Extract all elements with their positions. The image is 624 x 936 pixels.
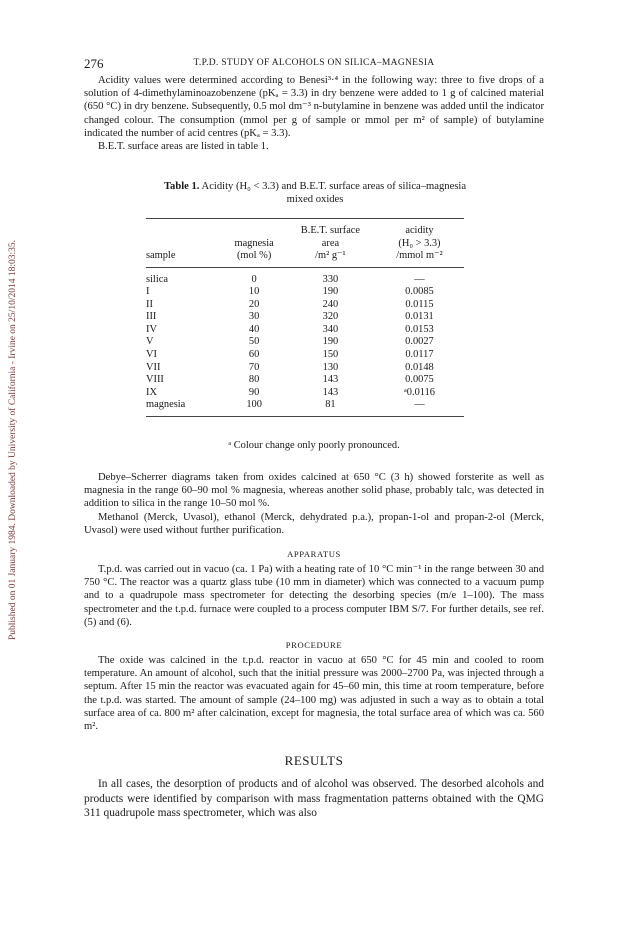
cell-sample: VII: [146, 361, 161, 373]
table-row: [146, 324, 464, 337]
acidity-table: [146, 218, 464, 417]
cell-bet-surface: 240: [322, 298, 339, 310]
cell-acidity: 0.0153: [405, 323, 434, 335]
cell-magnesia: 90: [248, 386, 260, 398]
table-row: [146, 349, 464, 362]
procedure-heading: PROCEDURE: [285, 640, 343, 650]
table-caption-text: Acidity (H₀ < 3.3) and B.E.T. surface areas of silica–magnesia mixed oxides: [201, 181, 467, 205]
cell-bet-surface: 81: [286, 399, 375, 416]
cell-magnesia: 100: [222, 399, 286, 416]
header-bet-surface: B.E.T. surface area /m² g⁻¹: [286, 219, 375, 268]
table-row: [146, 336, 464, 349]
materials-section: [84, 471, 544, 537]
cell-acidity: ᵃ0.0116: [403, 386, 435, 398]
apparatus-paragraph: T.p.d. was carried out in vacuo (ca. 1 Pa) with a heating rate of 10 °C min⁻¹ in the range between 30 and 750 °C. The reactor was a quartz glass tube (10 mm in diameter) which was connected to a vacuum pump and to a quadrupole mass spectrometer for detecting the desorbing species (m/e 1–100). The mass spectrometer and the t.p.d. furnace were coupled to a process computer IBM S/7. For further details, see ref. (5) and (6).: [84, 564, 544, 628]
table-header-row: [146, 219, 464, 268]
cell-acidity: —: [414, 273, 425, 285]
cell-acidity: 0.0027: [405, 336, 434, 348]
table-caption: [150, 180, 480, 206]
cell-acidity: 0.0085: [405, 286, 434, 298]
cell-magnesia: 20: [248, 298, 260, 310]
page-number: 276: [84, 56, 104, 71]
header-acidity: acidity (H₀ > 3.3) /mmol m⁻²: [375, 219, 464, 268]
cell-magnesia: 60: [248, 349, 260, 361]
results-heading: RESULTS: [284, 753, 344, 768]
cell-acidity: 0.0115: [405, 298, 434, 310]
header-magnesia: magnesia (mol %): [222, 219, 286, 268]
cell-bet-surface: 143: [322, 374, 339, 386]
cell-acidity: 0.0117: [405, 349, 434, 361]
table-body: [146, 267, 464, 417]
procedure-paragraph: The oxide was calcined in the t.p.d. reactor in vacuo at 650 °C for 45 min and cooled to room temperature. An amount of alcohol, such that the initial pressure was 2000–2700 Pa, was injected through a septum. After 15 min the reactor was evacuated again for 45–60 min, this time at room temperature, before the t.p.d. was started. The amount of sample (24–100 mg) was adjusted in such a way as to obtain a total surface area of ca. 800 m² after calcination, except for magnesia, the total surface area of which was ca. 560 m².: [84, 655, 544, 733]
table-row: [146, 286, 464, 299]
apparatus-section: [84, 563, 544, 629]
cell-acidity: 0.0075: [405, 374, 434, 386]
cell-sample: magnesia: [146, 399, 222, 416]
table-row: [146, 374, 464, 387]
cell-magnesia: 80: [248, 374, 260, 386]
download-notice: Published on 01 January 1984. Downloaded by University of California - Irvine on 25/10/2014 18:03:35.: [8, 239, 18, 641]
cell-sample: V: [146, 336, 154, 348]
header-sample: sample: [146, 219, 222, 268]
intro-section: [84, 74, 544, 153]
cell-sample: VIII: [146, 374, 164, 386]
table-caption-label: Table 1.: [163, 181, 200, 192]
cell-acidity: 0.0131: [405, 311, 434, 323]
cell-sample: IV: [146, 323, 157, 335]
cell-magnesia: 40: [248, 323, 260, 335]
cell-magnesia: 70: [248, 361, 260, 373]
cell-bet-surface: 190: [322, 286, 339, 298]
bet-note-paragraph: B.E.T. surface areas are listed in table 1.: [98, 141, 269, 153]
alcohols-paragraph: Methanol (Merck, Uvasol), ethanol (Merck, dehydrated p.a.), propan-1-ol and propan-2-ol (Merck, Uvasol) were used without further purification.: [84, 511, 544, 536]
cell-sample: I: [146, 286, 150, 298]
cell-bet-surface: 330: [322, 273, 339, 285]
cell-magnesia: 30: [248, 311, 260, 323]
table-row: [146, 299, 464, 312]
results-paragraph: In all cases, the desorption of products and of alcohol was observed. The desorbed alcohols and products were identified by comparison with mass fragmentation patterns obtained with the QMG 311 quadrupole mass spectrometer, which was also: [84, 778, 544, 820]
cell-magnesia: 50: [248, 336, 260, 348]
cell-bet-surface: 143: [322, 386, 339, 398]
running-title: T.P.D. STUDY OF ALCOHOLS ON SILICA–MAGNESIA: [193, 58, 435, 68]
procedure-section: [84, 654, 544, 733]
table-row: [146, 311, 464, 324]
cell-acidity: —: [375, 399, 464, 416]
running-header: [84, 56, 544, 72]
cell-magnesia: 0: [251, 273, 257, 285]
cell-sample: III: [146, 311, 157, 323]
cell-sample: II: [146, 298, 153, 310]
cell-acidity: 0.0148: [405, 361, 434, 373]
debye-scherrer-paragraph: Debye–Scherrer diagrams taken from oxides calcined at 650 °C (3 h) showed forsterite as well as magnesia in the range 60–90 mol % magnesia, whereas another solid phase, probably talc, was detected in addition to silica in the range 10–50 mol %.: [84, 472, 544, 510]
cell-bet-surface: 150: [322, 349, 339, 361]
cell-sample: VI: [146, 349, 157, 361]
acidity-method-paragraph: Acidity values were determined according to Benesi³·⁴ in the following way: three to five drops of a solution of 4-dimethylaminoazobenzene (pKₐ = 3.3) in dry benzene were added to 1 g of calcined material (650 °C) in dry benzene. Subsequently, 0.5 mol dm⁻³ n-butylamine in benzene was added until the indicator changed colour. The consumption (mmol per g of sample or mmol per m² of sample) of butylamine indicated the number of acid centres (pKₐ = 3.3).: [84, 75, 544, 139]
table-row: [146, 362, 464, 375]
cell-bet-surface: 130: [322, 361, 339, 373]
cell-bet-surface: 320: [322, 311, 339, 323]
apparatus-heading: APPARATUS: [287, 549, 341, 559]
cell-sample: IX: [146, 386, 157, 398]
table-row: [146, 387, 464, 400]
cell-bet-surface: 340: [322, 323, 339, 335]
cell-magnesia: 10: [248, 286, 260, 298]
table-row: [146, 267, 464, 286]
cell-sample: silica: [146, 273, 168, 285]
table-row: [146, 399, 464, 416]
cell-bet-surface: 190: [322, 336, 339, 348]
results-section: [84, 777, 544, 821]
download-sidebar: [6, 120, 20, 760]
table-footnote: ᵃ Colour change only poorly pronounced.: [228, 440, 400, 451]
